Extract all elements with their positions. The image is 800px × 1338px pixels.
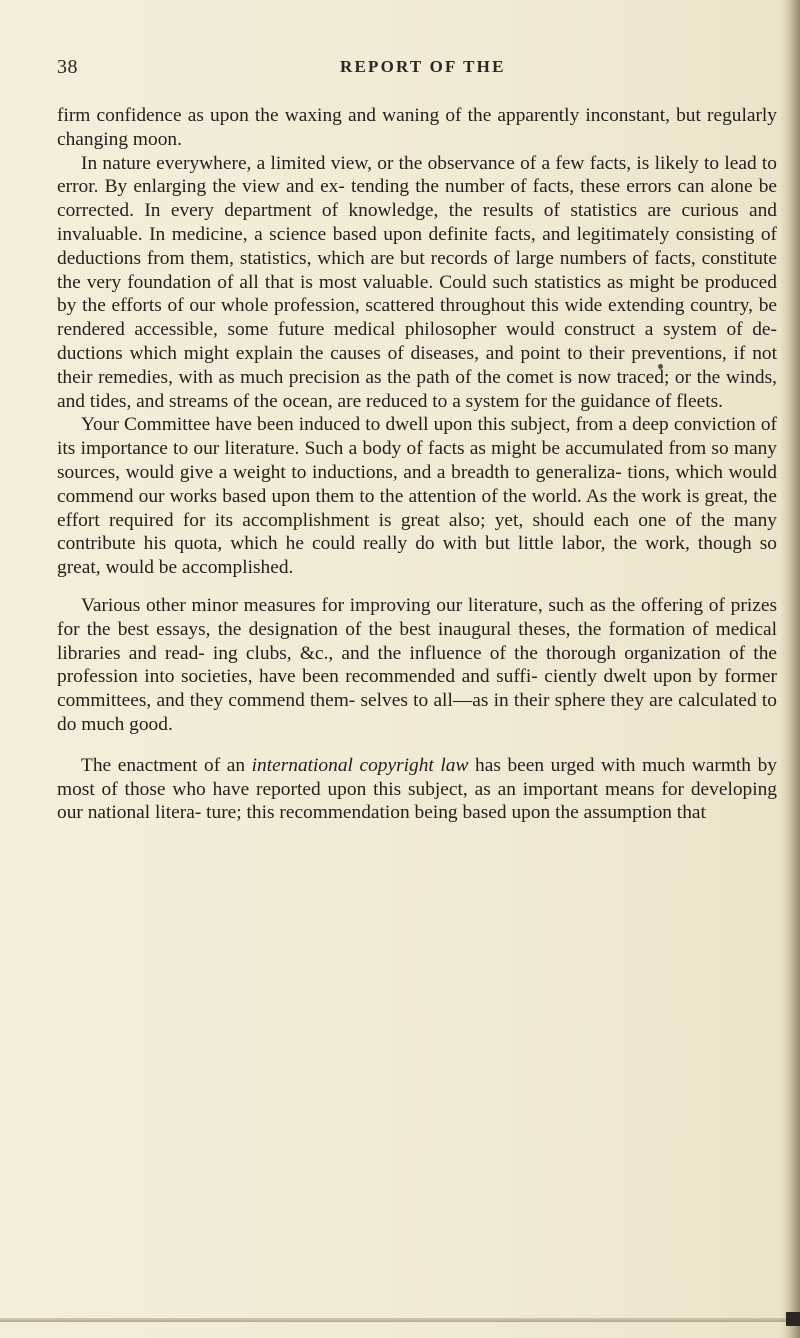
paragraph-3: Your Committee have been induced to dwell upon this subject, from a deep conviction of its importance to our literature. Such a body of facts as might be accumulated from so many sources, would give a weight to inductions, and a breadth to generaliza- tions, which would commend our works based upon them to the attention of the world. As the work is great, the effort required for its accomplishment is great also; yet, should each one of the many contribute his quota, which he could really do with but little labor, the work, though so great, would be accomplished. bbox=[57, 414, 777, 579]
paragraph-5 bbox=[57, 754, 777, 825]
bottom-edge bbox=[0, 1318, 800, 1322]
paragraph-2: In nature everywhere, a limited view, or the observance of a few facts, is likely to lead to error. By enlarging the view and ex- tending the number of facts, these errors can alone be corrected. In every department of knowledge, the results of statistics are curious and invaluable. In medicine, a science based upon definite facts, and legitimately consisting of deductions from them, statistics, which are but records of large numbers of facts, constitute the very foundation of all that is most valuable. Could such statistics as might be produced by the efforts of our whole profession, scattered throughout this wide extending country, be rendered accessible, some future medical philosopher would construct a system of de- ductions which might explain the causes of diseases, and point to their preventions, if not their remedies, with as much precision as the path of the comet is now traced; or the winds, and tides, and streams of the ocean, are reduced to a system for the guidance of fleets. bbox=[57, 152, 777, 412]
italic-phrase: international copyright law bbox=[251, 754, 469, 776]
paragraph-4: Various other minor measures for improving our literature, such as the offering of prizes for the best essays, the designation of the best inaugural theses, the formation of medical libraries and read- ing clubs, &c., and the influence of the thorough organization of the profession into societies, have been recommended and suffi- ciently dwelt upon by former committees, and they commend them- selves to all—as in their sphere they are calculated to do much good. bbox=[57, 594, 777, 735]
page-header bbox=[57, 56, 777, 82]
paragraph-1: firm confidence as upon the waxing and waning of the apparently inconstant, but regularly changing moon. bbox=[57, 105, 777, 150]
body-text bbox=[57, 104, 777, 825]
paragraph-5-start: The enactment of an bbox=[81, 754, 252, 776]
page-edge-shadow bbox=[780, 0, 800, 1338]
paragraph-5-rest: has been urged with much warmth by most of those who have reported upon this subject, as an important means for developing our national litera- ture; this recommendation being based upon the assumption that bbox=[57, 754, 777, 824]
page-number: 38 bbox=[57, 56, 78, 78]
running-head: REPORT OF THE bbox=[340, 57, 506, 76]
corner-mark bbox=[786, 1312, 800, 1326]
